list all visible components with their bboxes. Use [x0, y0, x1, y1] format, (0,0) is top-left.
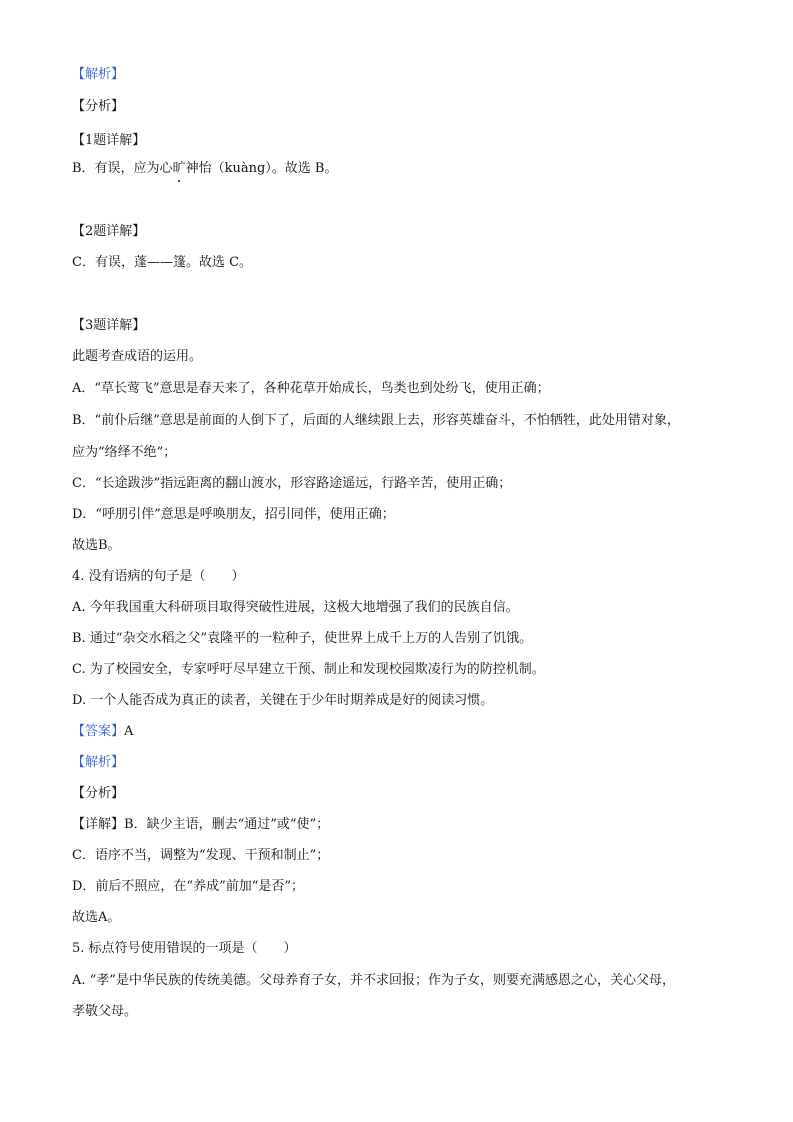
q4-option-a: A. 今年我国重大科研项目取得突破性进展，这极大地增强了我们的民族自信。	[72, 600, 519, 615]
q3-detail-heading: 【3题详解】	[72, 318, 146, 333]
q4-detail-c: C．语序不当，调整为“发现、干预和制止”；	[72, 848, 330, 863]
q4-question: 4. 没有语病的句子是（ ）	[72, 569, 245, 584]
q2-detail-text: C．有误，蓬——篷。故选 C。	[72, 255, 253, 270]
q4-detail-b	[72, 816, 329, 834]
q1-detail-text	[72, 160, 337, 178]
q3-option-c: C．“长途跋涉”指远距离的翻山渡水，形容路途遥远，行路辛苦，使用正确；	[72, 476, 512, 491]
q3-option-d: D．“呼朋引伴”意思是呼唤朋友，招引同伴，使用正确；	[72, 507, 395, 522]
analysis-heading: 【解析】	[72, 67, 125, 82]
q2-detail-heading: 【2题详解】	[72, 224, 146, 239]
q1-text-part1: B．有误，应为心	[72, 161, 173, 176]
q5-option-a: A. “孝”是中华民族的传统美德。父母养育子女，并不求回报；作为子女，则要充满感恩之心，关心父母，	[72, 973, 675, 988]
q3-conclusion: 故选B。	[72, 538, 121, 553]
detail-b-text: B．缺少主语，删去“通过”或“使”；	[124, 817, 330, 832]
q4-answer	[72, 723, 133, 741]
q5-option-a-cont: 孝敬父母。	[72, 1004, 138, 1019]
analysis-sub-heading: 【分析】	[72, 99, 125, 114]
q1-emphasized-char: 旷	[172, 161, 186, 176]
q3-option-b-cont: 应为“络绎不绝”；	[72, 445, 177, 460]
detail-label: 【详解】	[72, 817, 125, 832]
q5-question: 5. 标点符号使用错误的一项是（ ）	[72, 941, 297, 956]
q4-option-c: C. 为了校园安全，专家呼吁尽早建立干预、制止和发现校园欺凌行为的防控机制。	[72, 662, 545, 677]
q3-option-b: B．“前仆后继”意思是前面的人倒下了，后面的人继续跟上去，形容英雄奋斗，不怕牺牲，此处用错对象，	[72, 413, 680, 428]
q1-text-part2: 神怡（kuàng）。故选 B。	[185, 161, 338, 176]
q4-analysis-sub-heading: 【分析】	[72, 786, 125, 801]
q4-analysis-heading: 【解析】	[72, 755, 125, 770]
q4-conclusion: 故选A。	[72, 910, 121, 925]
q3-option-a: A．“草长莺飞”意思是春天来了，各种花草开始成长，鸟类也到处纷飞，使用正确；	[72, 381, 550, 396]
q3-intro: 此题考查成语的运用。	[72, 349, 203, 364]
q4-detail-d: D．前后不照应，在“养成”前加“是否”；	[72, 879, 305, 894]
answer-value: A	[124, 724, 134, 739]
answer-label: 【答案】	[72, 724, 125, 739]
q1-detail-heading: 【1题详解】	[72, 133, 146, 148]
q4-option-b: B. 通过“杂交水稻之父”袁隆平的一粒种子，使世界上成千上万的人告别了饥饿。	[72, 631, 533, 646]
q4-option-d: D. 一个人能否成为真正的读者，关键在于少年时期养成是好的阅读习惯。	[72, 693, 494, 708]
